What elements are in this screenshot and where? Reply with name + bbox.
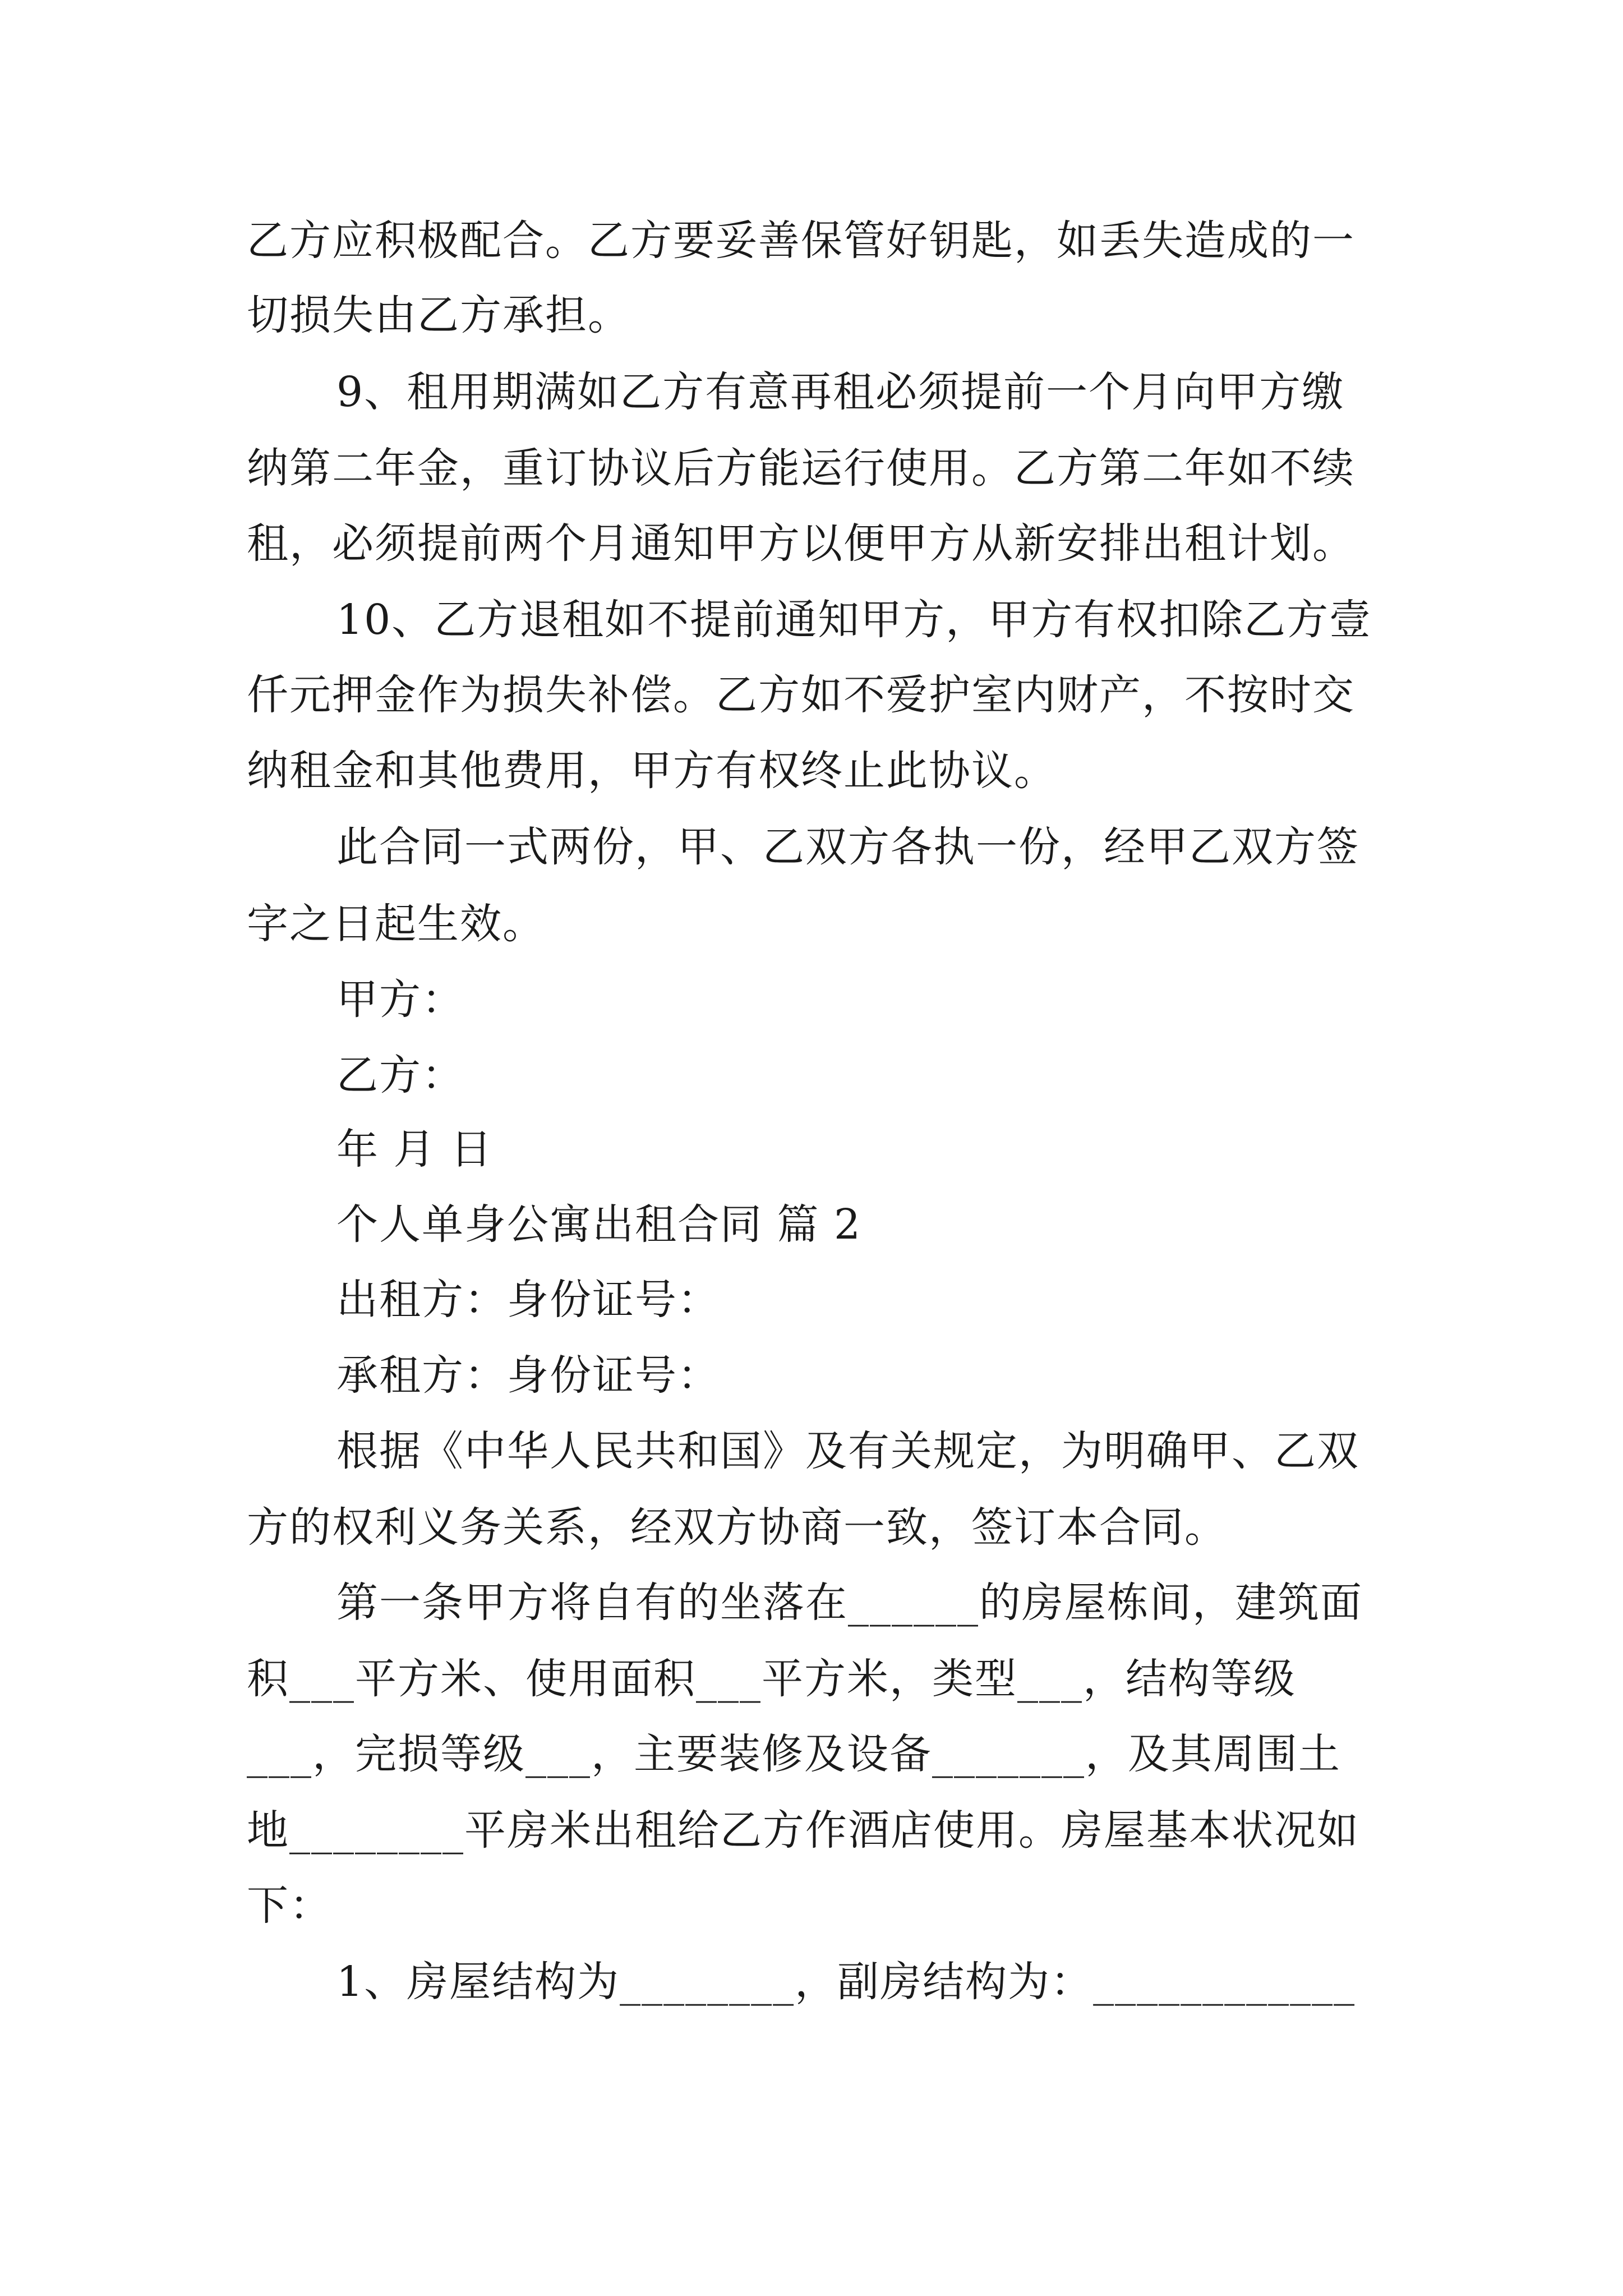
signature-date: 年 月 日: [336, 1125, 494, 1174]
lessor-line: 出租方：身份证号：: [336, 1276, 720, 1324]
paragraph-line: 9、租用期满如乙方有意再租必须提前一个月向甲方缴: [336, 368, 1345, 416]
section-heading: 个人单身公寓出租合同 篇 2: [336, 1200, 862, 1249]
paragraph-line: 10、乙方退租如不提前通知甲方，甲方有权扣除乙方壹: [336, 596, 1372, 644]
paragraph-line: ___，完损等级___，主要装修及设备_______，及其周围土: [247, 1730, 1341, 1778]
paragraph-line: 字之日起生效。: [247, 900, 545, 948]
paragraph-line: 下：: [247, 1881, 332, 1930]
paragraph-line: 积___平方米、使用面积___平方米，类型___，结构等级: [247, 1655, 1296, 1703]
lessee-line: 承租方：身份证号：: [336, 1351, 720, 1400]
paragraph-line: 此合同一式两份，甲、乙双方各执一份，经甲乙双方签: [336, 823, 1359, 871]
paragraph-line: 切损失由乙方承担。: [247, 291, 630, 339]
paragraph-line: 仟元押金作为损失补偿。乙方如不爱护室内财产，不按时交: [247, 671, 1355, 719]
paragraph-line: 地________平房米出租给乙方作酒店使用。房屋基本状况如: [247, 1806, 1359, 1855]
signature-party-b: 乙方：: [336, 1051, 464, 1099]
paragraph-line: 第一条甲方将自有的坐落在______的房屋栋间，建筑面: [336, 1579, 1363, 1627]
signature-party-a: 甲方：: [336, 976, 464, 1024]
paragraph-line: 纳第二年金，重订协议后方能运行使用。乙方第二年如不续: [247, 444, 1355, 493]
paragraph-line: 根据《中华人民共和国》及有关规定，为明确甲、乙双: [336, 1427, 1359, 1475]
paragraph-line: 乙方应积极配合。乙方要妥善保管好钥匙，如丢失造成的一: [247, 217, 1355, 265]
paragraph-line: 纳租金和其他费用，甲方有权终止此协议。: [247, 747, 1057, 795]
paragraph-line: 方的权利义务关系，经双方协商一致，签订本合同。: [247, 1503, 1227, 1552]
paragraph-line: 租，必须提前两个月通知甲方以便甲方从新安排出租计划。: [247, 519, 1355, 568]
paragraph-line: 1、房屋结构为________，副房结构为：____________: [336, 1958, 1356, 2006]
